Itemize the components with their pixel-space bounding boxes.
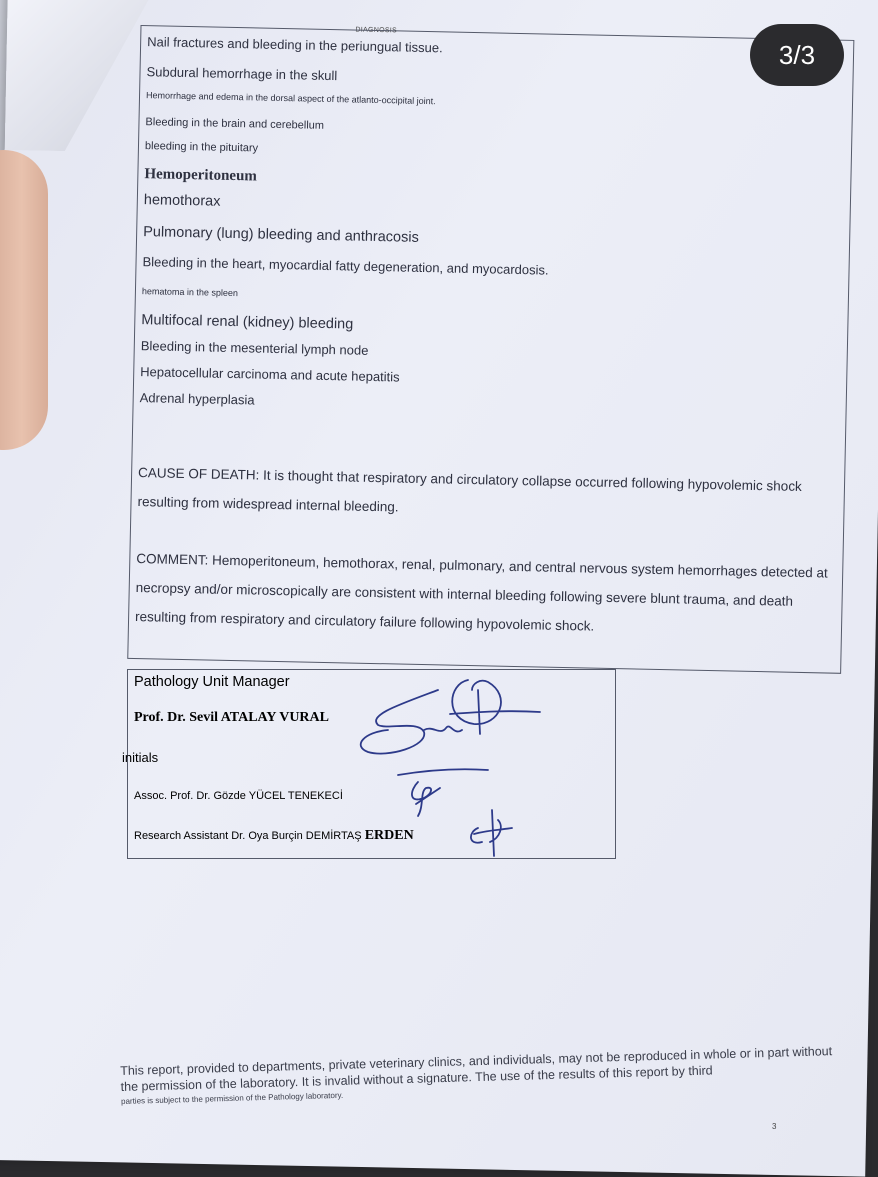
story-counter-badge bbox=[750, 24, 844, 86]
diagnosis-box bbox=[127, 25, 854, 674]
cause-of-death: CAUSE OF DEATH: It is thought that respiratory and circulatory collapse occurred following hypovolemic shock resulting from widespread internal bleeding. bbox=[137, 465, 802, 515]
assistant-signature bbox=[471, 810, 512, 856]
manager-signature bbox=[361, 680, 540, 754]
diagnosis-item: Subdural hemorrhage in the skull bbox=[146, 64, 338, 84]
diagnosis-item: hemothorax bbox=[143, 192, 221, 210]
diagnosis-item: Nail fractures and bleeding in the periungual tissue. bbox=[147, 34, 443, 56]
diagnosis-item: Hemorrhage and edema in the dorsal aspect of the atlanto-occipital joint. bbox=[145, 90, 436, 107]
diagnosis-item: Adrenal hyperplasia bbox=[139, 390, 255, 408]
diagnosis-item: Hepatocellular carcinoma and acute hepatitis bbox=[140, 364, 400, 385]
associate-signature bbox=[398, 769, 488, 816]
assistant-name-text: Research Assistant Dr. Oya Burçin DEMİRTAŞ bbox=[134, 830, 362, 842]
manager-name: Prof. Dr. Sevil ATALAY VURAL bbox=[134, 710, 329, 725]
page-number: 3 bbox=[772, 1122, 777, 1131]
comment: COMMENT: Hemoperitoneum, hemothorax, renal, pulmonary, and central nervous system hemorrhages detected at necropsy and/or microscopically are consistent with internal bleeding following severe blunt trauma, and death resulting from respiratory and circulatory failure following hypovolemic shock. bbox=[134, 551, 828, 634]
associate-name: Assoc. Prof. Dr. Gözde YÜCEL TENEKECİ bbox=[134, 790, 343, 802]
signature-box bbox=[122, 669, 616, 859]
diagnosis-item: Pulmonary (lung) bleeding and anthracosis bbox=[143, 224, 419, 246]
footer-disclaimer: This report, provided to departments, private veterinary clinics, and individuals, may not be reproduced in whole or in part without the permission of the laboratory. It is invalid without a signature. The use of the results of this report by third bbox=[120, 1044, 833, 1094]
unit-manager-label: Pathology Unit Manager bbox=[134, 674, 290, 690]
diagnosis-item: Bleeding in the mesenterial lymph node bbox=[140, 338, 369, 358]
assistant-surname: ERDEN bbox=[364, 828, 414, 843]
diagnosis-item: Bleeding in the brain and cerebellum bbox=[145, 116, 325, 132]
diagnosis-item: Hemoperitoneum bbox=[144, 166, 258, 185]
story-counter-text: 3/3 bbox=[778, 39, 816, 70]
initials-label: initials bbox=[122, 750, 159, 765]
footer-disclaimer-tail: parties is subject to the permission of the Pathology laboratory. bbox=[120, 1090, 344, 1106]
diagnosis-header: DIAGNOSIS bbox=[355, 26, 398, 35]
diagnosis-item: hematoma in the spleen bbox=[141, 286, 239, 299]
diagnosis-item: bleeding in the pituitary bbox=[144, 140, 259, 155]
handwritten-signatures bbox=[128, 670, 615, 858]
diagnosis-item: Bleeding in the heart, myocardial fatty degeneration, and myocardosis. bbox=[142, 254, 549, 278]
diagnosis-item: Multifocal renal (kidney) bleeding bbox=[141, 312, 354, 333]
